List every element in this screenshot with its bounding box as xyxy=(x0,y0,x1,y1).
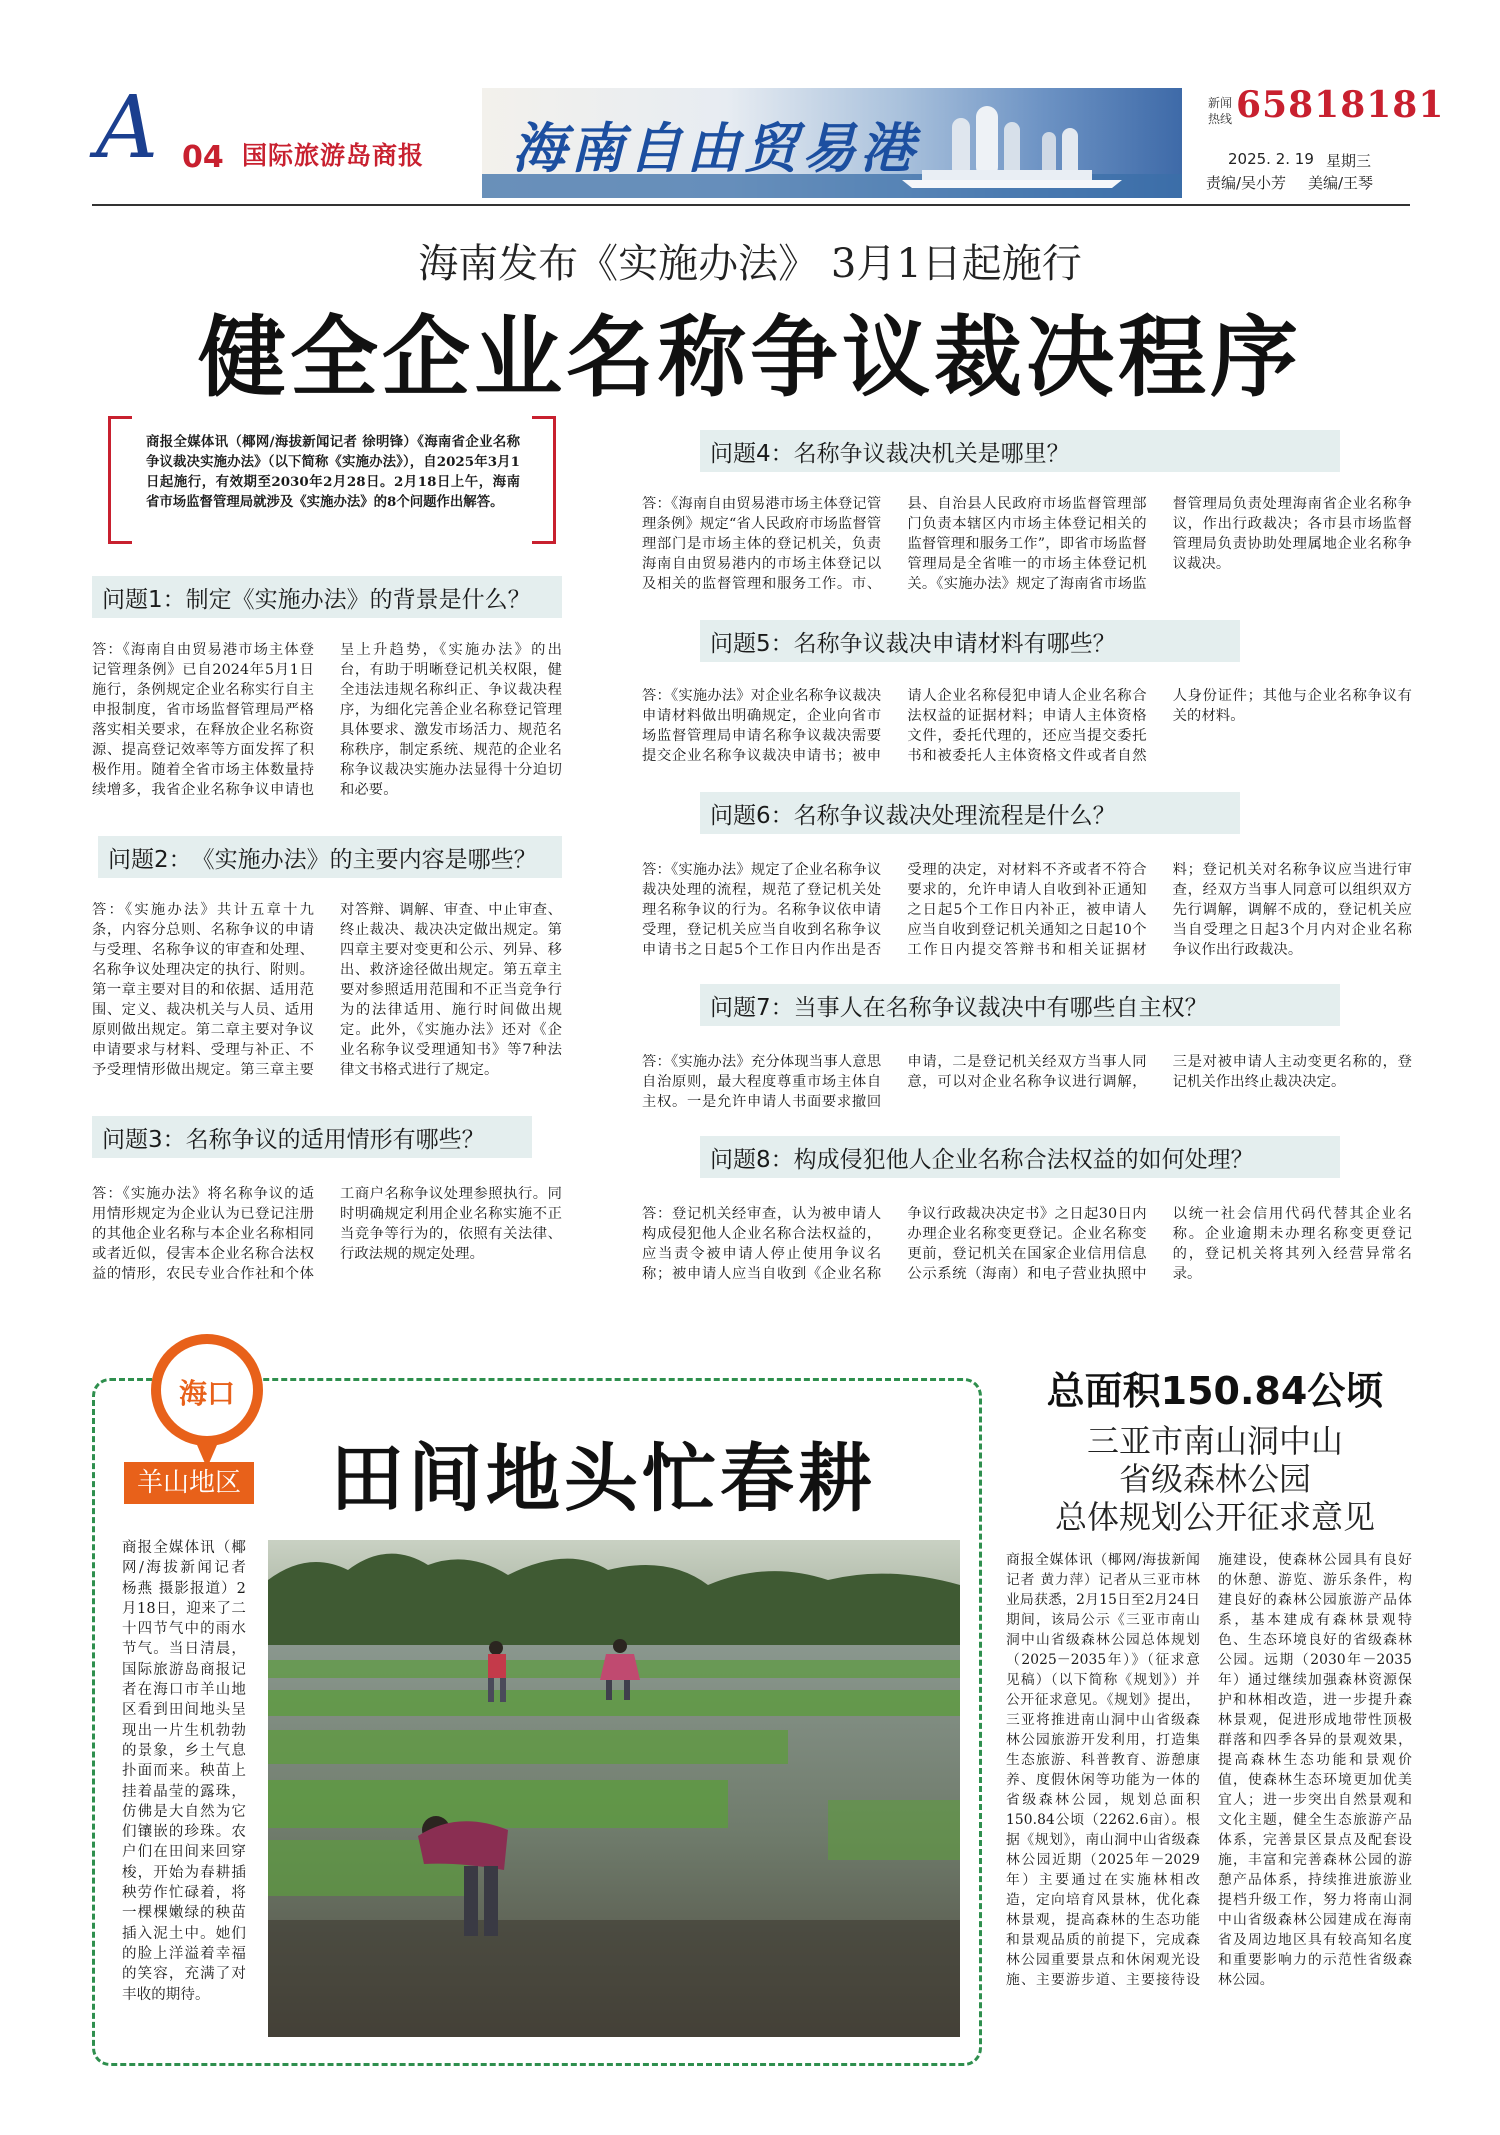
lead-bracket-right xyxy=(532,416,556,544)
question-3-title: 名称争议的适用情形有哪些？ xyxy=(185,1126,485,1153)
headline-kicker: 海南发布《实施办法》 3月1日起施行 xyxy=(418,241,1082,287)
question-5-bar xyxy=(700,620,1240,662)
question-5-number: 问题5： xyxy=(710,630,794,657)
answer-3-text: 答：《实施办法》将名称争议的适用情形规定为企业认为已登记注册的其他企业名称与本企业名称相同或者近似，侵害本企业名称合法权益的情形，农民专业合作社和个体工商户名称争议处理参照执行。同时明确规定利用企业名称实施不正当竞争等行为的，依照有关法律、行政法规的规定处理。 xyxy=(92,1186,562,1282)
answer-6-text: 答：《实施办法》规定了企业名称争议裁决处理的流程，规范了登记机关处理名称争议的行为。名称争议依申请受理，登记机关应当自收到名称争议申请书之日起5个工作日内作出是否受理的决定，对材料不齐或者不符合要求的，允许申请人自收到补正通知之日起5个工作日内补正，被申请人应当自收到登记机关通知之日起10个工作日内提交答辩书和相关证据材料；登记机关对名称争议应当进行审查，经双方当事人同意可以组织双方先行调解，调解不成的，登记机关应当自受理之日起3个月内对企业名称争议作出行政裁决。 xyxy=(642,862,1412,958)
section-banner xyxy=(482,88,1182,198)
answer-7-text: 答：《实施办法》充分体现当事人意思自治原则，最大程度尊重市场主体自主权。一是允许申请人书面要求撤回申请，二是登记机关经双方当事人同意，可以对企业名称争议进行调解，三是对被申请人主动变更名称的，登记机关作出终止裁决决定。 xyxy=(642,1054,1412,1110)
question-4-bar xyxy=(700,430,1340,472)
issue-weekday: 星期三 xyxy=(1326,152,1372,170)
question-6-number: 问题6： xyxy=(710,802,794,829)
question-7-bar xyxy=(700,984,1340,1026)
lead-box xyxy=(108,416,556,544)
question-4-title: 名称争议裁决机关是哪里？ xyxy=(793,440,1070,467)
question-3-bar xyxy=(92,1116,532,1158)
haikou-pin xyxy=(134,1328,280,1474)
answer-5-text: 答：《实施办法》对企业名称争议裁决申请材料做出明确规定，企业向省市场监督管理局申请名称争议裁决需要提交企业名称争议裁决申请书；被申请人企业名称侵犯申请人企业名称合法权益的证据材料；申请人主体资格文件，委托代理的，还应当提交委托书和被委托人主体资格文件或者自然人身份证件；其他与企业名称争议有关的材料。 xyxy=(642,688,1412,764)
designer-credit: 美编/王琴 xyxy=(1308,174,1374,192)
question-6-bar xyxy=(700,792,1240,834)
section-banner-title: 海南自由贸易港 xyxy=(512,116,918,180)
question-8-number: 问题8： xyxy=(710,1146,794,1173)
answer-2-text: 答：《实施办法》共计五章十九条，内容分总则、名称争议的申请与受理、名称争议的审查和处理、名称争议处理决定的执行、附则。第一章主要对目的和依据、适用范围、定义、裁决机关与人员、适用原则做出规定。第二章主要对争议申请要求与材料、受理与补正、不予受理情形做出规定。第三章主要对答辩、调解、审查、中止审查、终止裁决、裁决决定做出规定。第四章主要对变更和公示、列异、移出、救济途径做出规定。第五章主要对参照适用范围和不正当竞争行为的法律适用、施行时间做出规定。此外，《实施办法》还对《企业名称争议受理通知书》等7种法律文书格式进行了规定。 xyxy=(92,902,562,1078)
haikou-text: 商报全媒体讯（椰网/海拔新闻记者 杨燕 摄影报道）2月18日，迎来了二十四节气中的雨水节气。当日清晨，国际旅游岛商报记者在海口市羊山地区看到田间地头呈现出一片生机勃勃的景象，乡土气息扑面而来。秧苗上挂着晶莹的露珠，仿佛是大自然为它们镶嵌的珍珠。农户们在田间来回穿梭，开始为春耕插秧劳作忙碌着，将一棵棵嫩绿的秧苗插入泥土中。她们的脸上洋溢着幸福的笑容，充满了对丰收的期待。 xyxy=(122,1540,246,2003)
sanya-title-3: 省级森林公园 xyxy=(1118,1460,1311,1498)
haikou-city-label: 海口 xyxy=(178,1377,235,1410)
question-1-title: 制定《实施办法》的背景是什么？ xyxy=(185,586,531,613)
hotline-label-1: 新闻 xyxy=(1208,96,1233,110)
editor-credit: 责编/吴小芳 xyxy=(1206,174,1287,192)
sanya-text: 商报全媒体讯（椰网/海拔新闻记者 黄力萍）记者从三亚市林业局获悉，2月15日至2月24日期间，该局公示《三亚市南山洞中山省级森林公园总体规划（2025－2035年）》（征求意见稿）（以下简称《规划》）并公开征求意见。《规划》提出，三亚将推进南山洞中山省级森林公园旅游开发利用，打造集生态旅游、科普教育、游憩康养、度假休闲等功能为一体的省级森林公园，规划总面积150.84公顷（2262.6亩）。根据《规划》，南山洞中山省级森林公园近期（2025年－2029年）主要通过在实施林相改造，定向培育风景林，优化森林景观，提高森林的生态功能和景观品质的前提下，完成森林公园重要景点和休闲观光设施、主要游步道、主要接待设施建设，使森林公园具有良好的休憩、游览、游乐条件，构建良好的森林公园旅游产品体系，基本建成有森林景观特色、生态环境良好的省级森林公园。远期（2030年－2035年）通过继续加强森林资源保护和林相改造，进一步提升森林景观，促进形成地带性顶极群落和四季各异的景观效果，提高森林生态功能和景观价值，使森林生态环境更加优美宜人；进一步突出自然景观和文化主题，健全生态旅游产品体系，完善景区景点及配套设施，丰富和完善森林公园的游憩产品体系，持续推进旅游业提档升级工作，努力将南山洞中山省级森林公园建成在海南省及周边地区具有较高知名度和重要影响力的示范性省级森林公园。 xyxy=(1006,1552,1412,1988)
answer-1-text: 答：《海南自由贸易港市场主体登记管理条例》已自2024年5月1日施行，条例规定企业名称实行自主申报制度，省市场监督管理局严格落实相关要求，在释放企业名称资源、提高登记效率等方面发挥了积极作用。随着全省市场主体数量持续增多，我省企业名称争议申请也呈上升趋势，《实施办法》的出台，有助于明晰登记机关权限，健全违法违规名称纠正、争议裁决程序，为细化完善企业名称登记管理具体要求、激发市场活力、规范名称秩序，制定系统、规范的企业名称争议裁决实施办法显得十分迫切和必要。 xyxy=(92,642,562,798)
headline-title: 健全企业名称争议裁决程序 xyxy=(197,306,1302,409)
answer-8-text: 答：登记机关经审查，认为被申请人构成侵犯他人企业名称合法权益的，应当责令被申请人停止使用争议名称；被申请人应当自收到《企业名称争议行政裁决决定书》之日起30日内办理企业名称变更登记。企业名称变更前，登记机关在国家企业信用信息公示系统（海南）和电子营业执照中以统一社会信用代码代替其企业名称。企业逾期未办理名称变更登记的，登记机关将其列入经营异常名录。 xyxy=(642,1206,1412,1282)
question-7-number: 问题7： xyxy=(710,994,794,1021)
haikou-title: 田间地头忙春耕 xyxy=(330,1436,876,1522)
question-3-number: 问题3： xyxy=(102,1126,186,1153)
answer-4-text: 答：《海南自由贸易港市场主体登记管理条例》规定“省人民政府市场监督管理部门是市场主体的登记机关，负责海南自由贸易港内的市场主体登记以及相关的监督管理和服务工作。市、县、自治县人民政府市场监督管理部门负责本辖区内市场主体登记相关的监督管理和服务工作”，即省市场监督管理局是全省唯一的市场主体登记机关。《实施办法》规定了海南省市场监督管理局负责处理海南省企业名称争议，作出行政裁决；各市县市场监督管理局负责协助处理属地企业名称争议裁决。 xyxy=(642,496,1412,592)
rice-field-photo-icon xyxy=(268,1540,960,2037)
question-2-number: 问题2： xyxy=(108,846,192,873)
question-7-title: 当事人在名称争议裁决中有哪些自主权？ xyxy=(793,994,1208,1021)
lead-bracket-left xyxy=(108,416,132,544)
question-2-title: 《实施办法》的主要内容是哪些？ xyxy=(191,846,537,873)
issue-date: 2025. 2. 19 xyxy=(1228,150,1314,168)
question-8-title: 构成侵犯他人企业名称合法权益的如何处理？ xyxy=(793,1146,1254,1173)
question-6-title: 名称争议裁决处理流程是什么？ xyxy=(793,802,1116,829)
masthead xyxy=(92,78,1445,202)
page-number: 04 xyxy=(182,140,224,175)
page-letter: A xyxy=(96,78,159,178)
haikou-district-label: 羊山地区 xyxy=(124,1462,254,1504)
question-8-bar xyxy=(700,1136,1340,1178)
question-1-number: 问题1： xyxy=(102,586,186,613)
question-5-title: 名称争议裁决申请材料有哪些？ xyxy=(793,630,1116,657)
hotline-number: 65818181 xyxy=(1236,84,1445,126)
paper-name: 国际旅游岛商报 xyxy=(242,141,425,170)
question-1-bar xyxy=(92,576,562,618)
question-4-number: 问题4： xyxy=(710,440,794,467)
sanya-title-2: 三亚市南山洞中山 xyxy=(1086,1422,1343,1460)
sanya-title-1: 总面积150.84公顷 xyxy=(1046,1369,1384,1413)
lead-text: 商报全媒体讯（椰网/海拔新闻记者 徐明锋）《海南省企业名称争议裁决实施办法》（以下简称《实施办法》），自2025年3月1日起施行，有效期至2030年2月28日。2月18日上午，海南省市场监督管理局就涉及《实施办法》的8个问题作出解答。 xyxy=(146,434,520,510)
masthead-rule xyxy=(92,204,1410,206)
hotline-label-2: 热线 xyxy=(1208,112,1233,126)
question-2-bar xyxy=(98,836,562,878)
sanya-title-4: 总体规划公开征求意见 xyxy=(1054,1498,1375,1536)
rice-field-photo xyxy=(268,1540,960,2037)
